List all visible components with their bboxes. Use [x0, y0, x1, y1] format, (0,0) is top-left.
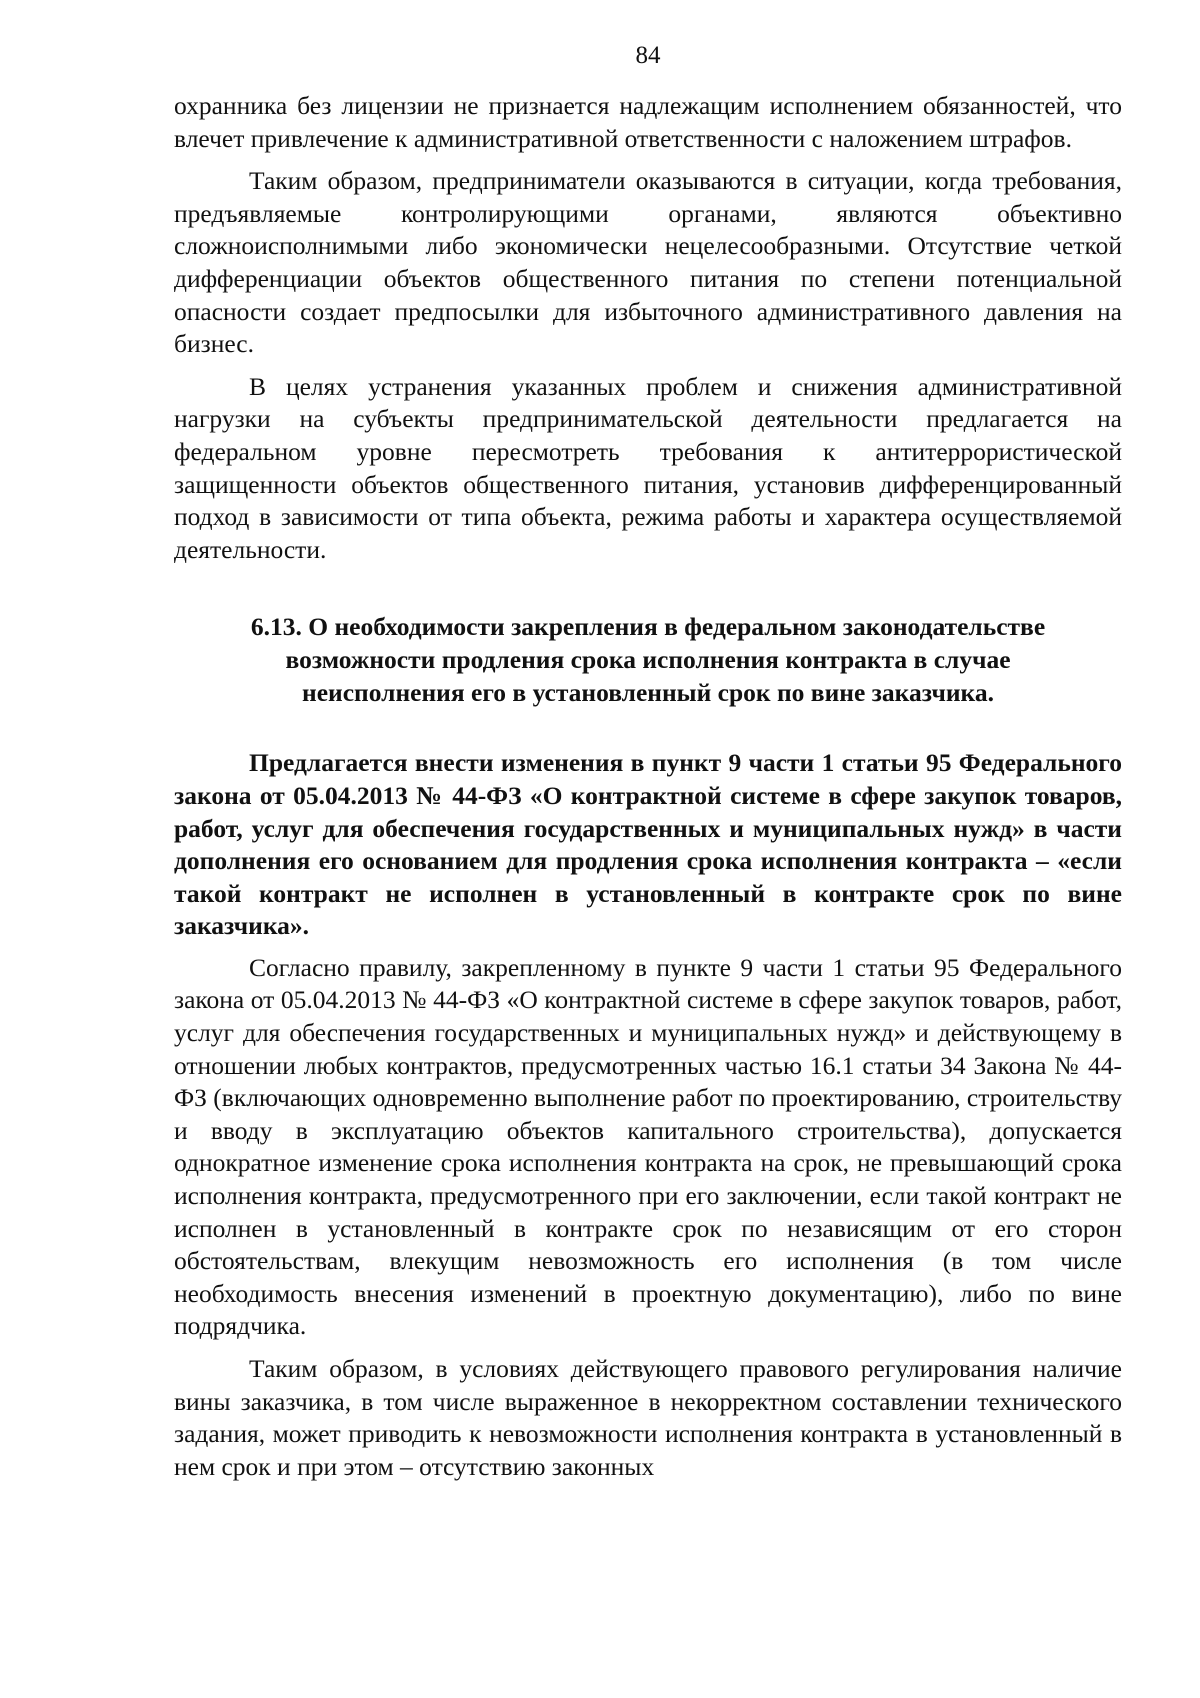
section-heading-line: возможности продления срока исполнения контракта в случае — [285, 645, 1011, 675]
document-page — [174, 40, 1122, 1483]
paragraph-conclusion: Таким образом, в условиях действующего правового регулирования наличие вины заказчика, в том числе выраженное в некорректном составлении технического задания, может приводить к невозможности исполнения контракта в установленный в нем срок и при этом – отсутствию законных — [174, 1354, 1122, 1481]
paragraph-situation: Таким образом, предприниматели оказываются в ситуации, когда требования, предъявляемые контролирующими органами, являются объективно сложноисполнимыми либо экономически нецелесообразными. Отсутствие четкой дифференциации объектов общественного питания по степени потенциальной опасности создает предпосылки для избыточного административного давления на бизнес. — [174, 166, 1122, 359]
proposal-paragraph: Предлагается внести изменения в пункт 9 части 1 статьи 95 Федерального закона от 05.04.2013 № 44-ФЗ «О контрактной системе в сфере закупок товаров, работ, услуг для обеспечения государственных и муниципальных нужд» в части дополнения его основанием для продления срока исполнения контракта – «если такой контракт не исполнен в установленный в контракте срок по вине заказчика». — [174, 748, 1122, 941]
section-heading-line: неисполнения его в установленный срок по вине заказчика. — [302, 678, 994, 708]
paragraph-current-rule: Согласно правилу, закрепленному в пункте 9 части 1 статьи 95 Федерального закона от 05.04.2013 № 44-ФЗ «О контрактной системе в сфере закупок товаров, работ, услуг для обеспечения государственных и муниципальных нужд» и действующему в отношении любых контрактов, предусмотренных частью 16.1 статьи 34 Закона № 44-ФЗ (включающих одновременно выполнение работ по проектированию, строительству и вводу в эксплуатацию объектов капитального строительства), допускается однократное изменение срока исполнения контракта на срок, не превышающий срока исполнения контракта, предусмотренного при его заключении, если такой контракт не исполнен в установленный в контракте срок по независящим от его сторон обстоятельствам, влекущим невозможность его исполнения (в том числе необходимость внесения изменений в проектную документацию), либо по вине подрядчика. — [174, 952, 1122, 1341]
page-number: 84 — [635, 42, 661, 69]
paragraph-continuation: охранника без лицензии не признается надлежащим исполнением обязанностей, что влечет привлечение к административной ответственности с наложением штрафов. — [174, 91, 1122, 153]
paragraph-proposal-reasoning: В целях устранения указанных проблем и снижения административной нагрузки на субъекты предпринимательской деятельности предлагается на федеральном уровне пересмотреть требования к антитеррористической защищенности объектов общественного питания, установив дифференцированный подход в зависимости от типа объекта, режима работы и характера осуществляемой деятельности. — [174, 371, 1122, 564]
section-heading-line: 6.13. О необходимости закрепления в федеральном законодательстве — [250, 612, 1046, 642]
section-heading — [174, 610, 1122, 709]
